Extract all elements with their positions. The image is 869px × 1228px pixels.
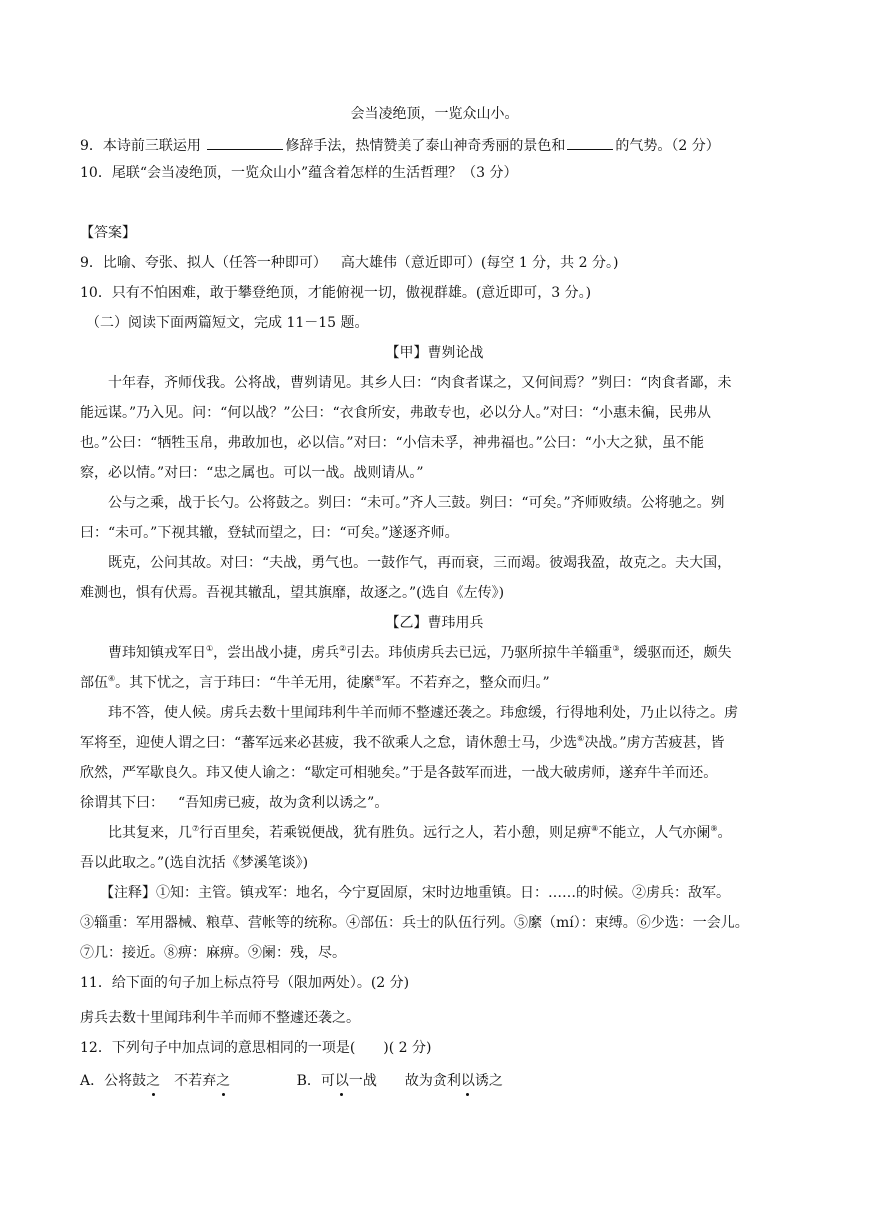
- option-a-text: 不若弃: [174, 1073, 217, 1089]
- yi-paragraph-line: [80, 733, 725, 753]
- answer-9: [80, 253, 618, 273]
- yi-text: 不能立，人气亦阑: [598, 825, 711, 841]
- question-12: 12．下列句子中加点词的意思相同的一项是( )( 2 分): [80, 1040, 432, 1056]
- notes-line: ⑦几：接近。⑧痹：麻痹。⑨阑：残，尽。: [80, 945, 346, 961]
- dotted-word: 之: [216, 1073, 231, 1089]
- yi-text: 行百里矣，若乘锐便战，犹有胜负。远行之人，若小憩，则足痹: [199, 825, 592, 841]
- yi-paragraph-line: [80, 673, 550, 693]
- question-10: 10．尾联“会当凌绝顶，一览众山小”蕴含着怎样的生活哲理？（3 分）: [80, 165, 518, 181]
- question-9: [80, 134, 720, 156]
- question-12-options: [80, 1071, 503, 1091]
- option-b-text: 故为贪利: [404, 1073, 461, 1089]
- jia-paragraph-line: 公与之乘，战于长勺。公将鼓之。刿曰：“未可。”齐人三鼓。刿曰：“可矣。”齐师败绩。公将驰之。刿: [108, 495, 725, 511]
- answer-9-part-a: 9．比喻、夸张、拟人（任答一种即可）: [80, 255, 327, 271]
- title-yi: 【乙】曹玮用兵: [385, 615, 484, 631]
- footnote-marker: ④: [108, 674, 116, 683]
- yi-paragraph-line: [108, 823, 732, 843]
- yi-paragraph-line: 玮不答，使人候。虏兵去数十里闻玮利牛羊而师不整遽还袭之。玮愈缓，行得地利处，乃止以待之。虏: [108, 705, 738, 721]
- question-9-part-c: 的气势。（2 分）: [615, 138, 720, 154]
- footnote-marker: ⑦: [192, 824, 200, 833]
- jia-paragraph-line: 也。”公曰：“牺牲玉帛，弗敢加也，必以信。”对曰：“小信未孚，神弗福也。”公曰：“小大之狱，虽不能: [80, 435, 704, 451]
- yi-text: 军将至，迎使人谓之曰：“蕃军远来必甚疲，我不欲乘人之怠，请休憩士马，少选: [80, 735, 578, 751]
- yi-text: 决战。”虏方苦疲甚，皆: [584, 735, 725, 751]
- answer-9-part-b: 高大雄伟（意近即可）(每空 1 分，共 2 分。): [340, 255, 619, 271]
- question-11: 11．给下面的句子加上标点符号（限加两处）。(2 分): [80, 975, 410, 991]
- yi-paragraph-line: 吾以此取之。”(选自沈括《梦溪笔谈》): [80, 855, 309, 871]
- yi-text: 徐谓其下曰：: [80, 795, 164, 811]
- dotted-word: 以: [334, 1073, 349, 1089]
- question-11-sentence: 虏兵去数十里闻玮利牛羊而师不整遽还袭之。: [80, 1010, 360, 1026]
- yi-text: 部伍: [80, 675, 108, 691]
- yi-paragraph-line: [108, 643, 732, 663]
- footnote-marker: ⑧: [591, 824, 599, 833]
- footnote-marker: ①: [206, 644, 214, 653]
- jia-paragraph-line: 能远谋。”乃入见。问：“何以战？”公曰：“衣食所安，弗敢专也，必以分人。”对曰：“小惠未徧，民弗从: [80, 405, 711, 421]
- jia-paragraph-line: 察，必以情。”对曰：“忠之属也。可以一战。战则请从。”: [80, 465, 424, 481]
- jia-paragraph-line: 难测也，惧有伏焉。吾视其辙乱，望其旗靡，故逐之。”(选自《左传》): [80, 585, 505, 601]
- answer-blank: [567, 134, 613, 150]
- yi-paragraph-line: 欣然，严军歇良久。玮又使人谕之：“歇定可相驰矣。”于是各鼓军而进，一战大破虏师，遂弃牛羊而还。: [80, 765, 718, 781]
- yi-text: ，缓驱而还，颇失: [619, 645, 732, 661]
- answer-heading: 【答案】: [80, 225, 136, 241]
- footnote-marker: ⑥: [577, 734, 585, 743]
- answer-blank: [207, 134, 283, 150]
- option-b-text: 一战: [348, 1073, 377, 1089]
- dotted-word: 以: [460, 1073, 475, 1089]
- answer-10: 10．只有不怕困难，敢于攀登绝顶，才能俯视一切，傲视群雄。(意近即可，3 分。): [80, 285, 592, 301]
- question-9-part-a: 9．本诗前三联运用: [80, 138, 206, 154]
- yi-text: 军。不若弃之，整众而归。”: [381, 675, 550, 691]
- notes-line: 【注释】①知：主管。镇戎军：地名，今宁夏固原，宋时边地重镇。日：……的时候。②虏兵：敌军。: [100, 885, 730, 901]
- jia-paragraph-line: 既克，公问其故。对曰：“夫战，勇气也。一鼓作气，再而衰，三而竭。彼竭我盈，故克之。夫大国，: [108, 555, 732, 571]
- option-b: [297, 1073, 503, 1089]
- jia-paragraph-line: 十年春，齐师伐我。公将战，曹刿请见。其乡人曰：“肉食者谋之，又何间焉？”刿曰：“肉食者鄙，未: [108, 375, 732, 391]
- yi-text: 比其复来，几: [108, 825, 192, 841]
- yi-text: 。其下忧之，言于玮曰：“牛羊无用，徒縻: [115, 675, 375, 691]
- dotted-word: 之: [146, 1073, 161, 1089]
- option-a: [80, 1073, 230, 1089]
- poem-last-line: 会当凌绝顶，一览众山小。: [350, 106, 519, 122]
- option-b-text: 诱之: [474, 1073, 503, 1089]
- jia-paragraph-line: 曰：“未可。”下视其辙，登轼而望之，曰：“可矣。”遂逐齐师。: [80, 525, 459, 541]
- yi-paragraph-line: [80, 793, 388, 813]
- yi-text: “吾知虏已疲，故为贪利以诱之”。: [178, 795, 389, 811]
- yi-text: 曹玮知镇戎军日: [108, 645, 206, 661]
- yi-text: ，尝出战小捷，虏兵: [213, 645, 340, 661]
- footnote-marker: ⑤: [374, 674, 382, 683]
- notes-line: ③辎重：军用器械、粮草、营帐等的统称。④部伍：兵士的队伍行列。⑤縻（mí）：束缚。⑥少选：一会儿。: [80, 915, 749, 931]
- footnote-marker: ⑨: [710, 824, 718, 833]
- question-9-part-b: 修辞手法，热情赞美了泰山神奇秀丽的景色和: [285, 138, 566, 154]
- option-b-text: B．可: [296, 1073, 335, 1089]
- option-a-text: A．公将鼓: [80, 1073, 147, 1089]
- yi-text: 引去。玮侦虏兵去已远，乃驱所掠牛羊辎重: [346, 645, 613, 661]
- title-jia: 【甲】曹刿论战: [385, 345, 484, 361]
- yi-text: 。: [717, 825, 732, 841]
- footnote-marker: ②: [339, 644, 347, 653]
- section-two-heading: （二）阅读下面两篇短文，完成 11－15 题。: [86, 315, 369, 331]
- footnote-marker: ③: [612, 644, 620, 653]
